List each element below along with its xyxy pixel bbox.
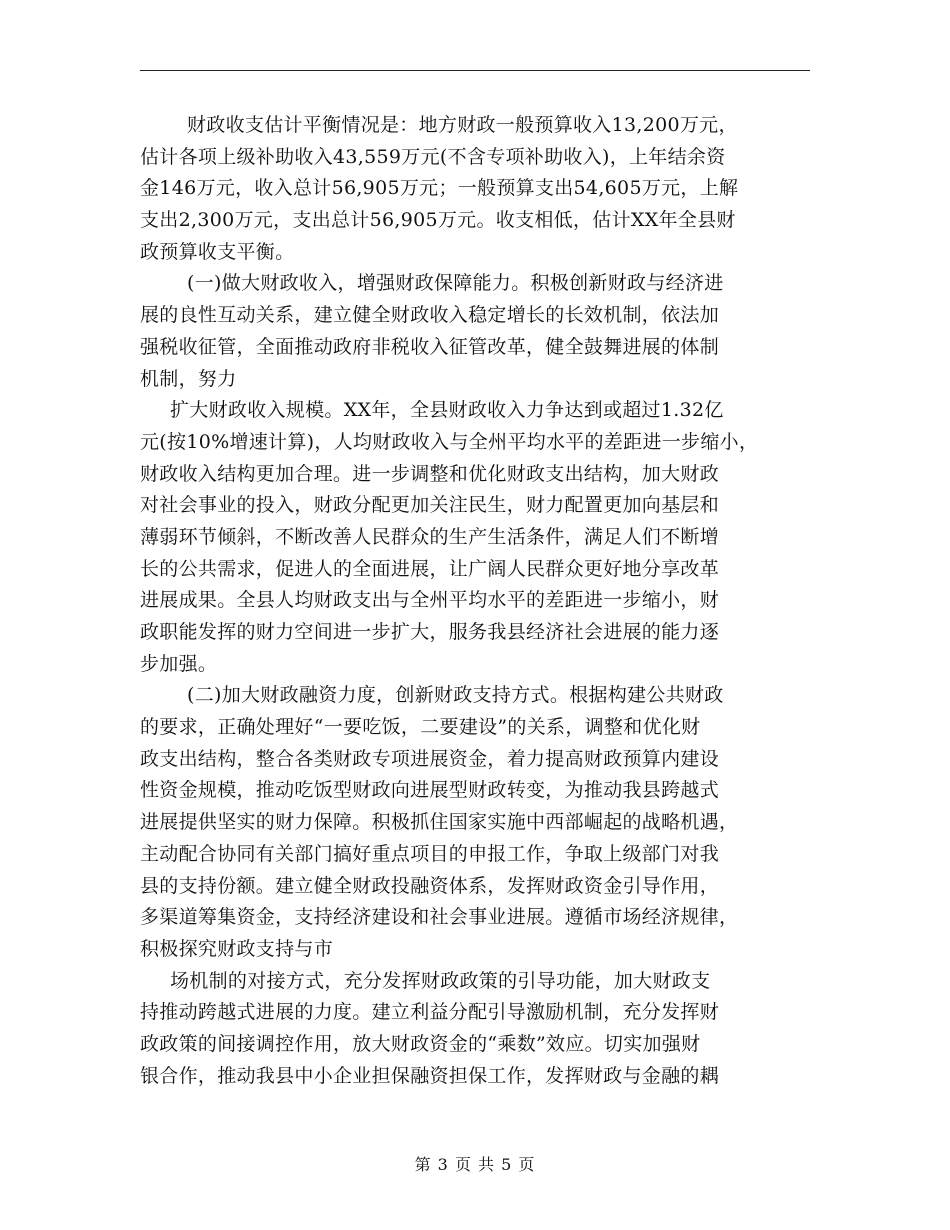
text-line: 银合作，推动我县中小企业担保融资担保工作，发挥财政与金融的耦: [140, 1064, 720, 1087]
document-body: [140, 110, 830, 1092]
text-line: 支出2,300万元，支出总计56,905万元。收支相低，估计XX年全县财: [140, 209, 736, 232]
text-line: 对社会事业的投入，财政分配更加关注民生，财力配置更加向基层和: [140, 494, 720, 517]
header-rule: [140, 70, 810, 71]
text-line: 步加强。: [140, 652, 218, 675]
text-line: 机制，努力: [140, 367, 237, 390]
text-line: 进展提供坚实的财力保障。积极抓住国家实施中西部崛起的战略机遇，: [140, 811, 739, 834]
page-footer: 第 3 页 共 5 页: [414, 1155, 536, 1174]
text-line: 长的公共需求，促进人的全面进展，让广阔人民群众更好地分享改革: [140, 557, 720, 580]
text-line: 持推动跨越式进展的力度。建立利益分配引导激励机制，充分发挥财: [140, 1001, 720, 1024]
text-line: 多渠道筹集资金，支持经济建设和社会事业进展。遵循市场经济规律，: [140, 906, 739, 929]
text-line: (二)加大财政融资力度，创新财政支持方式。根据构建公共财政: [187, 684, 724, 707]
text-line: 展的良性互动关系，建立健全财政收入稳定增长的长效机制，依法加: [140, 304, 720, 327]
text-line: 元(按10%增速计算)，人均财政收入与全州平均水平的差距进一步缩小，: [140, 430, 759, 453]
text-line: 积极探究财政支持与市: [140, 937, 334, 960]
text-line: 政预算收支平衡。: [140, 240, 295, 263]
text-line: 金146万元，收入总计56,905万元；一般预算支出54,605万元，上解: [140, 177, 739, 200]
text-line: 扩大财政收入规模。XX年，全县财政收入力争达到或超过1.32亿: [170, 399, 724, 422]
text-line: 估计各项上级补助收入43,559万元(不含专项补助收入)，上年结余资: [140, 145, 726, 168]
text-line: (一)做大财政收入，增强财政保障能力。积极创新财政与经济进: [187, 272, 724, 295]
text-line: 政政策的间接调控作用，放大财政资金的“乘数”效应。切实加强财: [140, 1032, 701, 1055]
text-line: 财政收支估计平衡情况是：地方财政一般预算收入13,200万元，: [187, 114, 738, 136]
text-line: 强税收征管，全面推动政府非税收入征管改革，健全鼓舞进展的体制: [140, 335, 720, 358]
text-line: 财政收入结构更加合理。进一步调整和优化财政支出结构，加大财政: [140, 462, 720, 485]
text-line: 政职能发挥的财力空间进一步扩大，服务我县经济社会进展的能力逐: [140, 621, 720, 643]
text-line: 性资金规模，推动吃饭型财政向进展型财政转变，为推动我县跨越式: [140, 779, 720, 802]
text-line: 薄弱环节倾斜，不断改善人民群众的生产生活条件，满足人们不断增: [140, 525, 720, 548]
text-line: 政支出结构，整合各类财政专项进展资金，着力提高财政预算内建设: [140, 747, 720, 770]
text-line: 主动配合协同有关部门搞好重点项目的申报工作，争取上级部门对我: [140, 842, 720, 865]
text-line: 场机制的对接方式，充分发挥财政政策的引导功能，加大财政支: [170, 969, 711, 992]
text-line: 县的支持份额。建立健全财政投融资体系，发挥财政资金引导作用，: [140, 874, 720, 897]
text-line: 进展成果。全县人均财政支出与全州平均水平的差距进一步缩小，财: [140, 589, 720, 612]
text-line: 的要求，正确处理好“一要吃饭，二要建设”的关系，调整和优化财: [140, 716, 701, 739]
